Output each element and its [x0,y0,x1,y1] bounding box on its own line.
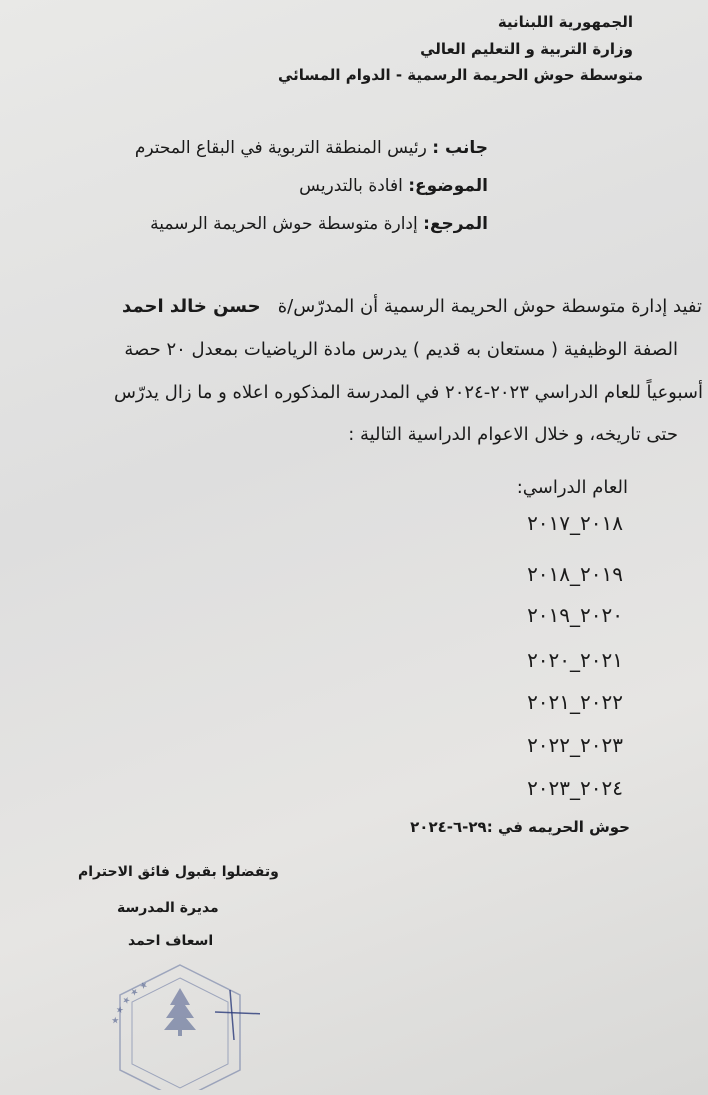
body-line-1 [122,296,702,317]
svg-text:★ ★ ★ ★ ★: ★ ★ ★ ★ ★ [110,979,151,1027]
year-item: ٢٠١٩_٢٠١٨ [527,562,623,586]
address-reference [150,214,488,234]
closing-line: وتفضلوا بقبول فائق الاحترام [78,864,279,880]
header-school: متوسطة حوش الحريمة الرسمية - الدوام المسائي [277,66,643,84]
year-item: ٢٠٢٤_٢٠٢٣ [527,776,623,800]
date-line: حوش الحريمه في :٢٩-٦-٢٠٢٤ [410,818,630,836]
address-to [135,138,488,158]
body-line-4: حتى تاريخه، و خلال الاعوام الدراسية التالية : [348,424,678,445]
address-subject-value: افادة بالتدريس [299,176,403,196]
year-item: ٢٠٢٣_٢٠٢٢ [527,733,623,757]
year-item: ٢٠٢٢_٢٠٢١ [527,690,623,714]
header-republic: الجمهورية اللبنانية [497,13,633,31]
year-item: ٢٠١٨_٢٠١٧ [527,511,623,535]
cedar-icon [164,988,196,1036]
header-ministry: وزارة التربية و التعليم العالي [420,40,633,58]
body-line-2: الصفة الوظيفية ( مستعان به قديم ) يدرس مادة الرياضيات بمعدل ٢٠ حصة [124,339,678,360]
address-to-value: رئيس المنطقة التربوية في البقاع المحترم [134,138,427,158]
years-label: العام الدراسي: [516,477,628,498]
year-item: ٢٠٢٠_٢٠١٩ [527,603,623,627]
official-stamp [100,960,260,1090]
address-ref-label: المرجع: [423,214,488,234]
principal-title: مديرة المدرسة [117,900,219,916]
address-subject [299,176,488,196]
year-item: ٢٠٢١_٢٠٢٠ [527,648,623,672]
principal-name: اسعاف احمد [128,933,214,949]
body-line-1-text: تفيد إدارة متوسطة حوش الحريمة الرسمية أن المدرّس/ة [277,296,702,317]
address-ref-value: إدارة متوسطة حوش الحريمة الرسمية [150,214,418,234]
body-line-3: أسبوعياً للعام الدراسي ٢٠٢٣-٢٠٢٤ في المدرسة المذكوره اعلاه و ما زال يدرّس [113,382,703,403]
address-to-label: جانب : [432,138,488,158]
teacher-name: حسن خالد احمد [122,296,261,317]
address-subject-label: الموضوع: [408,176,488,196]
